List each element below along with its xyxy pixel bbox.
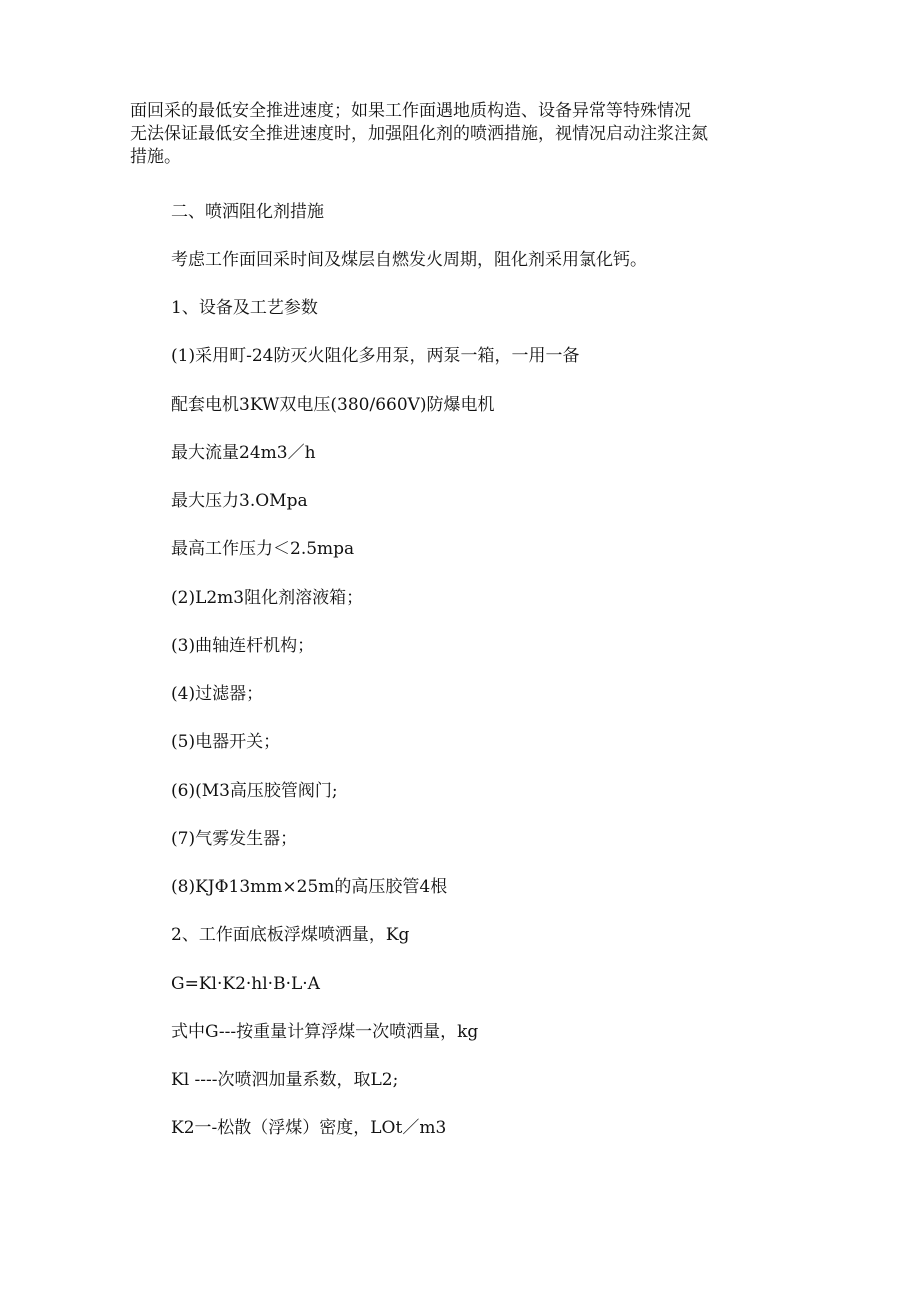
item-5: (5)电器开关； xyxy=(171,732,281,752)
max-work-pressure-spec: 最高工作压力＜2.5mpa xyxy=(171,539,355,559)
section-heading: 二、喷洒阻化剂措施 xyxy=(171,202,324,222)
item-1: (1)采用町-24防灭火阻化多用泵，两泵一箱，一用一备 xyxy=(171,346,580,366)
item-6: (6)(M3高压胶管阀门; xyxy=(171,781,338,801)
item-3: (3)曲轴连杆机构； xyxy=(171,636,315,656)
max-pressure-spec: 最大压力3.OMpa xyxy=(171,491,308,511)
motor-spec: 配套电机3KW双电压(380/660V)防爆电机 xyxy=(171,395,495,415)
subsection-2-heading: 2、工作面底板浮煤喷洒量，Kg xyxy=(171,925,410,945)
definition-k2: K2一-松散（浮煤）密度，LOt／m3 xyxy=(171,1118,447,1138)
intro-line-3: 措施。 xyxy=(130,147,181,167)
intro-paragraph xyxy=(130,100,800,169)
intro-line-2: 无法保证最低安全推进速度时，加强阻化剂的喷洒措施，视情况启动注浆注氮 xyxy=(130,124,708,144)
definition-k1: Kl ----次喷泗加量系数，取L2; xyxy=(171,1070,399,1090)
item-4: (4)过滤器； xyxy=(171,684,264,704)
item-8: (8)KJΦ13mm×25m的高压胶管4根 xyxy=(171,877,448,897)
intro-line-1: 面回采的最低安全推进速度；如果工作面遇地质构造、设备异常等特殊情况 xyxy=(130,101,691,121)
item-2: (2)L2m3阻化剂溶液箱； xyxy=(171,588,364,608)
max-flow-spec: 最大流量24m3／h xyxy=(171,443,316,463)
consideration-text: 考虑工作面回采时间及煤层自燃发火周期，阻化剂采用氯化钙。 xyxy=(171,250,647,270)
definition-g: 式中G---按重量计算浮煤一次喷洒量，kg xyxy=(171,1022,479,1042)
subsection-1-heading: 1、设备及工艺参数 xyxy=(171,298,318,318)
formula: G=Kl·K2·hl·B·L·A xyxy=(171,974,320,994)
item-7: (7)气雾发生器； xyxy=(171,829,298,849)
